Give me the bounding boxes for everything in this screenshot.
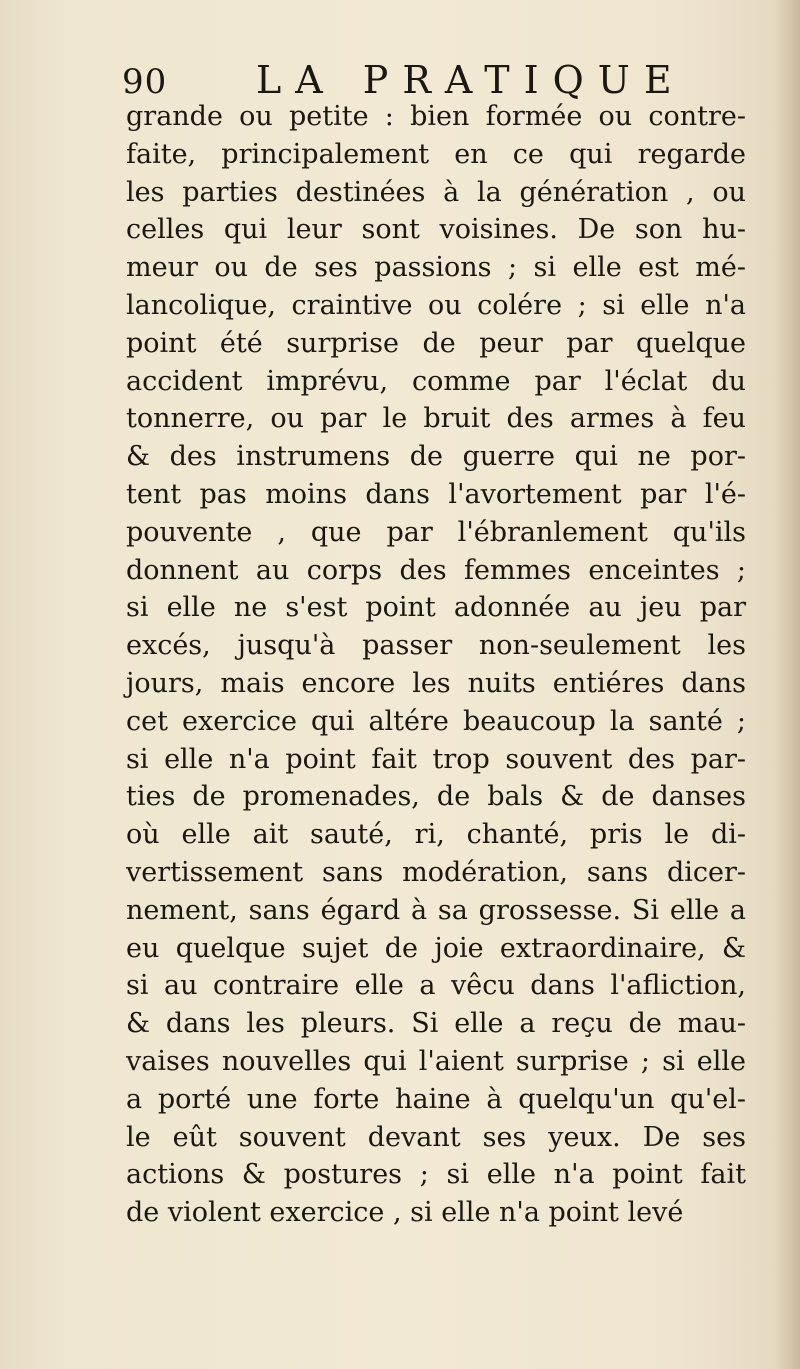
page-number: 90 [122,62,168,102]
text-line: actions & postures ; si elle n'a point fait [126,1159,746,1191]
text-line: grande ou petite : bien formée ou contre- [126,101,746,132]
text-line: faite, principalement en ce qui regarde [126,138,746,170]
text-line: tent pas moins dans l'avortement par l'é- [126,478,746,510]
text-line: vertissement sans modération, sans dicer- [126,856,746,888]
text-line: point été surprise de peur par quelque [126,327,746,359]
body-text [126,98,746,1232]
text-line: meur ou de ses passions ; si elle est mé- [126,252,746,284]
text-line: si elle n'a point fait trop souvent des par- [126,743,746,775]
text-line: ties de promenades, de bals & de danses [126,781,746,813]
text-line: lancolique, craintive ou colére ; si elle n'a [126,289,746,321]
text-line: jours, mais encore les nuits entiéres dans [126,667,746,699]
text-line: donnent au corps des femmes enceintes ; [126,554,746,586]
text-line: tonnerre, ou par le bruit des armes à feu [126,403,746,435]
text-line: nement, sans égard à sa grossesse. Si elle a [126,894,746,926]
text-line: a porté une forte haine à quelqu'un qu'el- [126,1083,746,1115]
text-line: celles qui leur sont voisines. De son hu- [126,214,746,246]
text-line: si au contraire elle a vêcu dans l'afliction, [126,970,746,1002]
text-line: pouvente , que par l'ébranlement qu'ils [126,516,746,548]
text-line: le eût souvent devant ses yeux. De ses [126,1121,746,1153]
text-line: où elle ait sauté, ri, chanté, pris le di- [126,819,746,851]
running-header [122,56,742,104]
text-line: & des instrumens de guerre qui ne por- [126,441,746,473]
text-line: eu quelque sujet de joie extraordinaire, & [126,932,746,964]
text-line: vaises nouvelles qui l'aient surprise ; si elle [126,1045,746,1077]
running-title: LA PRATIQUE [256,58,686,102]
text-line: excés, jusqu'à passer non-seulement les [126,630,746,662]
text-line: de violent exercice , si elle n'a point levé [126,1197,684,1229]
page-gutter-shadow [774,0,800,1369]
text-line: les parties destinées à la génération , ou [126,176,746,208]
text-line: & dans les pleurs. Si elle a reçu de mau- [126,1008,746,1040]
text-line: accident imprévu, comme par l'éclat du [126,365,746,397]
text-line: si elle ne s'est point adonnée au jeu par [126,592,746,624]
text-line: cet exercice qui altére beaucoup la santé ; [126,705,746,737]
